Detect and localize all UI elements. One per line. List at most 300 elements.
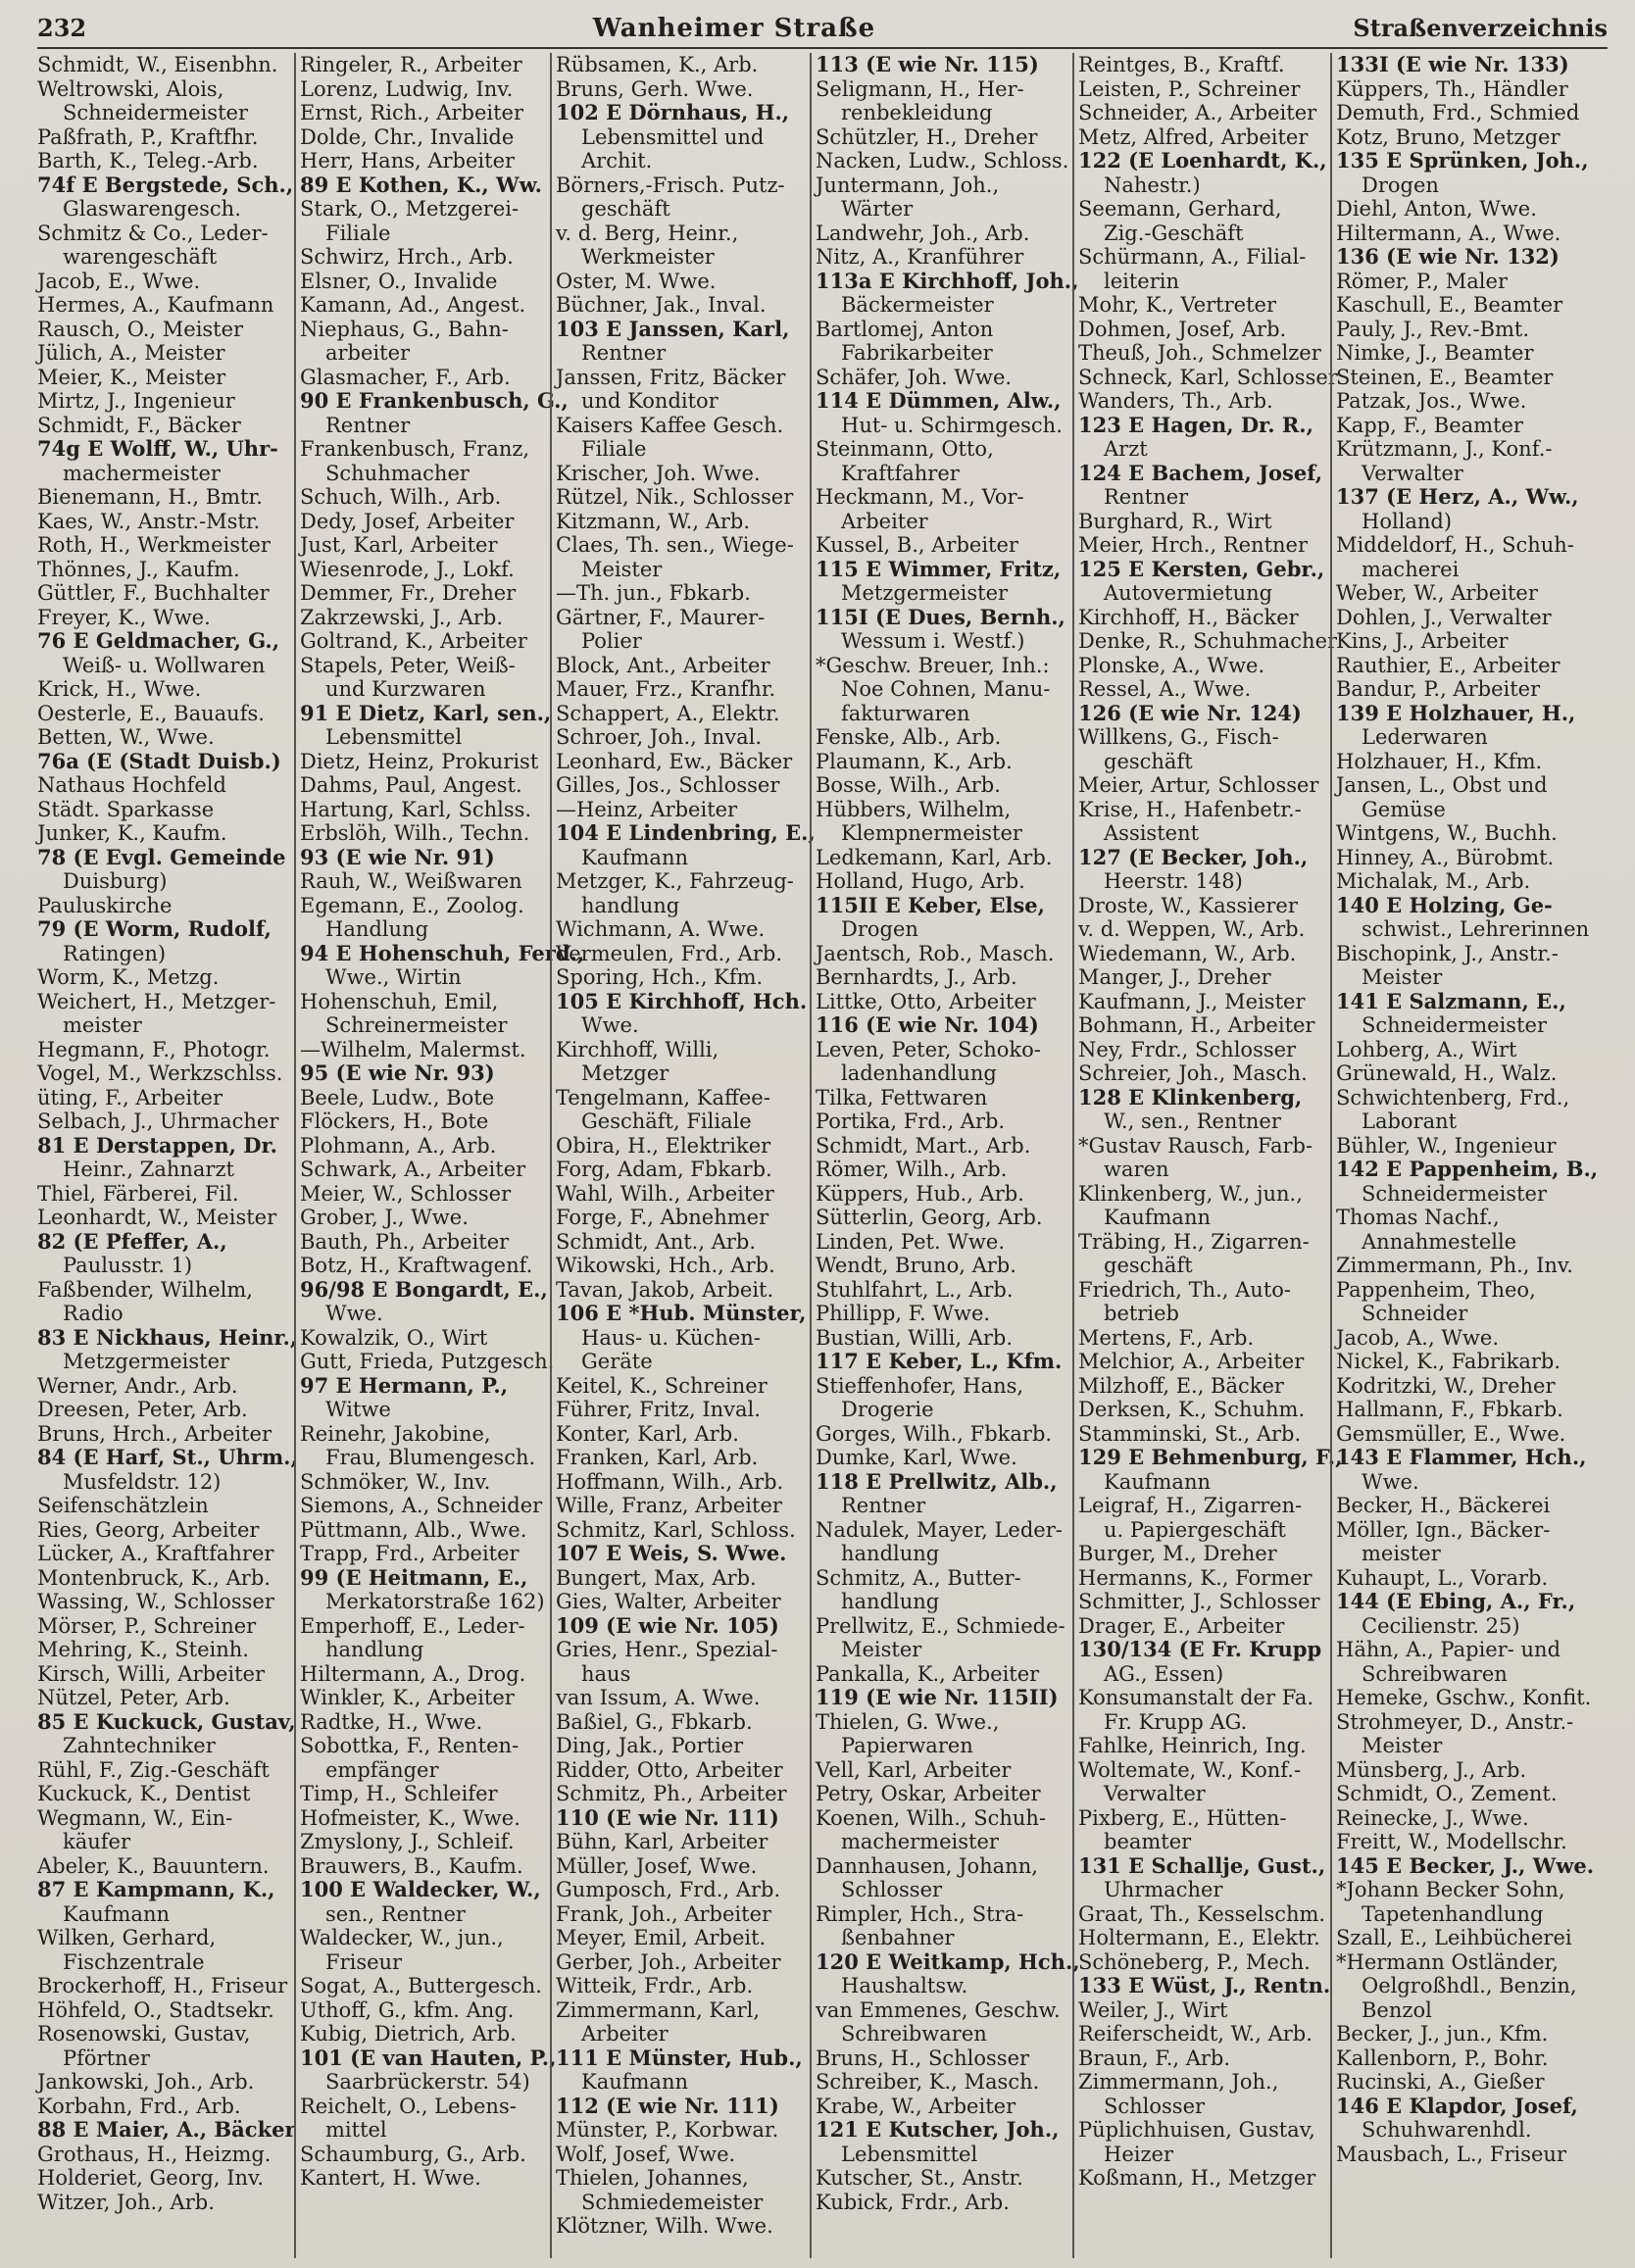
directory-entry: Lebensmittel xyxy=(325,725,463,749)
directory-entry: Seemann, Gerhard, xyxy=(1078,197,1282,221)
column-6 xyxy=(1330,53,1608,2258)
directory-entry: arbeiter xyxy=(325,341,411,365)
directory-entry: Littke, Otto, Arbeiter xyxy=(816,989,1036,1013)
directory-entry: Kaufmann, J., Meister xyxy=(1078,989,1306,1013)
directory-entry: Krischer, Joh. Wwe. xyxy=(556,461,761,485)
directory-entry: Thomas Nachf., xyxy=(1336,1206,1500,1229)
directory-entry: Witwe xyxy=(325,1398,391,1421)
directory-entry: *Geschw. Breuer, Inh.: xyxy=(816,653,1050,677)
directory-entry: Frau, Blumengesch. xyxy=(325,1446,536,1469)
directory-entry: waren xyxy=(1104,1158,1169,1181)
directory-entry: 146 E Klapdor, Josef, xyxy=(1336,2093,1578,2118)
directory-entry: Münsberg, J., Arb. xyxy=(1336,1757,1527,1782)
directory-entry: Püttmann, Alb., Wwe. xyxy=(300,1517,527,1542)
directory-entry: Rimpler, Hch., Stra- xyxy=(816,1901,1024,1926)
directory-entry: Schmitz & Co., Leder- xyxy=(37,221,269,245)
directory-entry: 83 E Nickhaus, Heinr., xyxy=(37,1324,298,1350)
directory-entry: Burghard, R., Wirt xyxy=(1078,509,1272,533)
directory-entry: Rentner xyxy=(841,1494,926,1517)
directory-entry: meister xyxy=(1362,1542,1441,1565)
directory-entry: Leven, Peter, Schoko- xyxy=(816,1037,1041,1061)
directory-entry: 133 E Wüst, J., Rentn. xyxy=(1078,1973,1331,1997)
directory-entry: Hübbers, Wilhelm, xyxy=(816,797,1012,821)
directory-entry: Ridder, Otto, Arbeiter xyxy=(556,1757,783,1782)
directory-entry: handlung xyxy=(581,893,680,917)
directory-entry: AG., Essen) xyxy=(1104,1661,1224,1686)
directory-entry: Korbahn, Frd., Arb. xyxy=(37,2094,241,2118)
directory-entry: Oelgroßhdl., Benzin, xyxy=(1362,1974,1577,1997)
directory-entry: 112 (E wie Nr. 111) xyxy=(556,2093,779,2118)
directory-entry: Tengelmann, Kaffee- xyxy=(556,1085,770,1109)
directory-entry: Kirchhoff, H., Bäcker xyxy=(1078,605,1299,629)
directory-entry: 126 (E wie Nr. 124) xyxy=(1078,700,1302,725)
directory-entry: Geschäft, Filiale xyxy=(581,1109,752,1133)
directory-entry: Tilka, Fettwaren xyxy=(816,1085,988,1109)
directory-entry: beamter xyxy=(1104,1830,1192,1853)
directory-entry: 93 (E wie Nr. 91) xyxy=(300,844,495,869)
directory-entry: Hiltermann, A., Drog. xyxy=(300,1661,526,1686)
directory-entry: Archit. xyxy=(581,149,653,173)
column-2 xyxy=(294,53,585,2258)
directory-entry: Saarbrückerstr. 54) xyxy=(325,2070,530,2094)
directory-entry: Schuhwarenhdl. xyxy=(1362,2118,1532,2142)
directory-entry: Pauluskirche xyxy=(37,893,173,917)
directory-entry: Hiltermann, A., Wwe. xyxy=(1336,221,1561,245)
directory-entry: Klötzner, Wilh. Wwe. xyxy=(556,2214,773,2238)
directory-entry: Wwe., Wirtin xyxy=(325,965,462,989)
directory-entry: 140 E Holzing, Ge- xyxy=(1336,892,1553,917)
directory-entry: 137 (E Herz, A., Ww., xyxy=(1336,484,1579,509)
directory-entry: 115I (E Dues, Bernh., xyxy=(816,604,1065,629)
directory-entry: Krabe, W., Arbeiter xyxy=(816,2094,1016,2118)
directory-entry: Demmer, Fr., Dreher xyxy=(300,581,517,605)
directory-entry: Kotz, Bruno, Metzger xyxy=(1336,124,1561,149)
directory-entry: Schneider, A., Arbeiter xyxy=(1078,101,1317,124)
directory-entry: Bühn, Karl, Arbeiter xyxy=(556,1830,768,1853)
directory-entry: machermeister xyxy=(63,461,221,485)
directory-entry: Wiedemann, W., Arb. xyxy=(1078,941,1297,965)
directory-entry: v. d. Weppen, W., Arb. xyxy=(1078,917,1306,941)
directory-entry: Verwalter xyxy=(1104,1782,1206,1805)
directory-entry: Arzt xyxy=(1104,437,1148,461)
directory-entry: Linden, Pet. Wwe. xyxy=(816,1229,1005,1254)
directory-entry: Phillipp, F. Wwe. xyxy=(816,1302,991,1325)
directory-entry: Leisten, P., Schreiner xyxy=(1078,76,1301,101)
directory-entry: meister xyxy=(63,1013,142,1037)
directory-entry: Holland) xyxy=(1362,509,1453,533)
directory-entry: Jankowski, Joh., Arb. xyxy=(37,2070,255,2094)
directory-entry: u. Papiergeschäft xyxy=(1104,1517,1286,1542)
directory-entry: Meister xyxy=(1362,965,1443,989)
directory-entry: Autovermietung xyxy=(1104,581,1273,605)
directory-entry: Mausbach, L., Friseur xyxy=(1336,2142,1566,2166)
directory-entry: Bischopink, J., Anstr.- xyxy=(1336,941,1559,965)
directory-entry: Wille, Franz, Arbeiter xyxy=(556,1494,782,1517)
directory-entry: Droste, W., Kassierer xyxy=(1078,893,1298,917)
directory-entry: und Kurzwaren xyxy=(325,677,486,701)
directory-entry: Ressel, A., Wwe. xyxy=(1078,677,1252,701)
directory-entry: Rübsamen, K., Arb. xyxy=(556,53,759,76)
directory-entry: Jacob, A., Wwe. xyxy=(1336,1325,1499,1350)
directory-entry: Ringeler, R., Arbeiter xyxy=(300,53,522,76)
directory-entry: Römer, P., Maler xyxy=(1336,269,1508,293)
directory-entry: Gerber, Joh., Arbeiter xyxy=(556,1949,781,1974)
directory-entry: Herr, Hans, Arbeiter xyxy=(300,149,516,173)
directory-entry: Lücker, A., Kraftfahrer xyxy=(37,1542,274,1565)
directory-entry: Nitz, A., Kranführer xyxy=(816,245,1024,269)
directory-entry: Dietz, Heinz, Prokurist xyxy=(300,749,539,773)
directory-entry: Weichert, H., Metzger- xyxy=(37,989,276,1013)
directory-entry: Becker, H., Bäckerei xyxy=(1336,1494,1551,1517)
directory-entry: Müller, Josef, Wwe. xyxy=(556,1853,758,1878)
directory-entry: Kaufmann xyxy=(63,1901,170,1926)
directory-entry: käufer xyxy=(63,1830,131,1853)
directory-entry: Seifenschätzlein xyxy=(37,1494,209,1517)
directory-entry: Jaentsch, Rob., Masch. xyxy=(816,941,1055,965)
directory-entry: Demuth, Frd., Schmied xyxy=(1336,101,1580,124)
directory-entry: Burger, M., Dreher xyxy=(1078,1542,1277,1565)
directory-entry: Schneidermeister xyxy=(1362,1181,1547,1206)
directory-entry: Junker, K., Kaufm. xyxy=(37,821,227,845)
directory-entry: Nickel, K., Fabrikarb. xyxy=(1336,1350,1561,1373)
directory-entry: Laborant xyxy=(1362,1109,1458,1133)
directory-entry: Vogel, M., Werkzschlss. xyxy=(37,1061,283,1085)
directory-entry: 76a (E (Stadt Duisb.) xyxy=(37,748,281,773)
directory-entry: 113 (E wie Nr. 115) xyxy=(816,52,1039,76)
directory-entry: 118 E Prellwitz, Alb., xyxy=(816,1468,1058,1494)
directory-entry: Hoffmann, Wilh., Arb. xyxy=(556,1469,784,1494)
directory-entry: 74f E Bergstede, Sch., xyxy=(37,172,294,197)
directory-entry: 107 E Weis, S. Wwe. xyxy=(556,1541,787,1565)
directory-entry: Schwirz, Hrch., Arb. xyxy=(300,245,514,269)
directory-entry: Bienemann, H., Bmtr. xyxy=(37,485,263,509)
directory-entry: Fabrikarbeiter xyxy=(841,341,993,365)
directory-entry: Meier, W., Schlosser xyxy=(300,1181,512,1206)
directory-entry: Bandur, P., Arbeiter xyxy=(1336,677,1541,701)
directory-entry: Konter, Karl, Arb. xyxy=(556,1421,739,1446)
directory-entry: Werkmeister xyxy=(581,245,715,269)
directory-entry: Reiferscheidt, W., Arb. xyxy=(1078,2022,1313,2046)
directory-entry: Bauth, Ph., Arbeiter xyxy=(300,1229,510,1254)
directory-entry: 87 E Kampmann, K., xyxy=(37,1877,275,1901)
directory-entry: Denke, R., Schuhmacher xyxy=(1078,629,1338,653)
directory-entry: Wessum i. Westf.) xyxy=(841,629,1025,653)
directory-entry: 84 (E Harf, St., Uhrm., xyxy=(37,1445,298,1469)
directory-entry: Just, Karl, Arbeiter xyxy=(300,533,498,557)
directory-entry: Gumposch, Frd., Arb. xyxy=(556,1878,781,1901)
directory-entry: Uhrmacher xyxy=(1104,1878,1223,1901)
directory-entry: Ding, Jak., Portier xyxy=(556,1734,744,1757)
directory-entry: Metzgermeister xyxy=(841,581,1009,605)
directory-entry: Milzhoff, E., Bäcker xyxy=(1078,1373,1284,1398)
directory-entry: Zakrzewski, J., Arb. xyxy=(300,605,504,629)
directory-entry: Schmitter, J., Schlosser xyxy=(1078,1590,1320,1613)
directory-entry: Schuhmacher xyxy=(325,461,470,485)
directory-entry: 136 (E wie Nr. 132) xyxy=(1336,244,1560,269)
directory-entry: 95 (E wie Nr. 93) xyxy=(300,1060,495,1085)
directory-entry: Kirsch, Willi, Arbeiter xyxy=(37,1661,265,1686)
directory-entry: *Gustav Rausch, Farb- xyxy=(1078,1133,1313,1158)
directory-entry: Kaufmann xyxy=(581,2070,688,2094)
directory-entry: Bruns, Gerh. Wwe. xyxy=(556,76,754,101)
directory-entry: macherei xyxy=(1362,557,1460,581)
directory-entry: Kubick, Frdr., Arb. xyxy=(816,2190,1010,2214)
directory-entry: Bungert, Max, Arb. xyxy=(556,1565,757,1590)
directory-entry: Nahestr.) xyxy=(1104,173,1201,197)
directory-entry: Rentner xyxy=(325,413,411,437)
directory-entry: Diehl, Anton, Wwe. xyxy=(1336,197,1537,221)
directory-entry: 109 (E wie Nr. 105) xyxy=(556,1612,779,1638)
directory-entry: Mehring, K., Steinh. xyxy=(37,1638,249,1661)
directory-entry: 74g E Wolff, W., Uhr- xyxy=(37,436,278,461)
directory-entry: Ernst, Rich., Arbeiter xyxy=(300,101,523,124)
directory-entry: fakturwaren xyxy=(841,701,970,725)
directory-entry: Sporing, Hch., Kfm. xyxy=(556,965,764,989)
directory-entry: Petry, Oskar, Arbeiter xyxy=(816,1782,1041,1805)
directory-entry: Grober, J., Wwe. xyxy=(300,1206,469,1229)
directory-entry: Wegmann, W., Ein- xyxy=(37,1805,233,1830)
directory-entry: —Heinz, Arbeiter xyxy=(556,797,738,821)
directory-entry: Dreesen, Peter, Arb. xyxy=(37,1398,248,1421)
directory-entry: Mirtz, J., Ingenieur xyxy=(37,389,235,413)
directory-entry: Kutscher, St., Anstr. xyxy=(816,2166,1023,2190)
directory-entry: Gemsmüller, E., Wwe. xyxy=(1336,1421,1566,1446)
directory-entry: Kirchhoff, Willi, xyxy=(556,1037,719,1061)
directory-entry: 139 E Holzhauer, H., xyxy=(1336,700,1576,725)
directory-entry: 94 E Hohenschuh, Ferd., xyxy=(300,940,585,965)
directory-entry: —Wilhelm, Malermst. xyxy=(300,1037,526,1061)
directory-entry: Kowalzik, O., Wirt xyxy=(300,1325,488,1350)
directory-entry: 114 E Dümmen, Alw., xyxy=(816,388,1062,413)
directory-entry: Forg, Adam, Fbkarb. xyxy=(556,1158,772,1181)
directory-entry: Schürmann, A., Filial- xyxy=(1078,245,1307,269)
directory-entry: Roth, H., Werkmeister xyxy=(37,533,271,557)
directory-entry: Erbslöh, Wilh., Techn. xyxy=(300,821,530,845)
directory-entry: Schlosser xyxy=(841,1878,943,1901)
directory-entry: Claes, Th. sen., Wiege- xyxy=(556,533,794,557)
directory-entry: Nacken, Ludw., Schloss. xyxy=(816,149,1069,173)
directory-entry: Krützmann, J., Konf.- xyxy=(1336,437,1553,461)
directory-entry: 105 E Kirchhoff, Hch. xyxy=(556,988,808,1013)
directory-entry: Benzol xyxy=(1362,1997,1432,2022)
directory-entry: Patzak, Jos., Wwe. xyxy=(1336,389,1527,413)
directory-entry: Glasmacher, F., Arb. xyxy=(300,365,511,389)
directory-entry: leiterin xyxy=(1104,269,1180,293)
directory-entry: Schneider xyxy=(1362,1302,1468,1325)
directory-entry: Wahl, Wilh., Arbeiter xyxy=(556,1181,774,1206)
directory-entry: 120 E Weitkamp, Hch., xyxy=(816,1948,1080,1974)
directory-entry: Bartlomej, Anton xyxy=(816,317,994,341)
directory-entry: Schneidermeister xyxy=(1362,1013,1547,1037)
directory-entry: Schmöker, W., Inv. xyxy=(300,1469,491,1494)
directory-entry: Bäckermeister xyxy=(841,293,994,317)
directory-entry: 99 (E Heitmann, E., xyxy=(300,1564,528,1590)
directory-entry: Cecilienstr. 25) xyxy=(1362,1613,1520,1638)
directory-entry: Zmyslony, J., Schleif. xyxy=(300,1830,515,1853)
column-4 xyxy=(810,52,1080,2258)
directory-entry: Kaufmann xyxy=(581,845,688,869)
directory-entry: Pappenheim, Theo, xyxy=(1336,1277,1536,1302)
directory-entry: Kuhaupt, L., Vorarb. xyxy=(1336,1565,1549,1590)
directory-entry: haus xyxy=(581,1661,631,1686)
directory-entry: *Hermann Ostländer, xyxy=(1336,1949,1559,1974)
directory-entry: Worm, K., Metzg. xyxy=(37,965,220,989)
directory-entry: Bühler, W., Ingenieur xyxy=(1336,1133,1557,1158)
directory-entry: Noe Cohnen, Manu- xyxy=(841,677,1051,701)
directory-entry: Botz, H., Kraftwagenf. xyxy=(300,1254,533,1277)
column-3 xyxy=(550,53,816,2258)
directory-entry: Meister xyxy=(581,557,663,581)
directory-entry: Bustian, Willi, Arb. xyxy=(816,1325,1014,1350)
directory-entry: Bruns, H., Schlosser xyxy=(816,2046,1030,2070)
directory-entry: Kitzmann, W., Arb. xyxy=(556,509,751,533)
directory-entry: Hofmeister, K., Wwe. xyxy=(300,1805,520,1830)
directory-entry: Keitel, K., Schreiner xyxy=(556,1373,768,1398)
directory-entry: Radio xyxy=(63,1302,124,1325)
directory-entry: Haus- u. Küchen- xyxy=(581,1325,761,1350)
directory-entry: Wilken, Gerhard, xyxy=(37,1926,217,1949)
directory-entry: Holzhauer, H., Kfm. xyxy=(1336,749,1543,773)
directory-entry: Sobottka, F., Renten- xyxy=(300,1734,520,1757)
directory-entry: Schmidt, W., Eisenbhn. xyxy=(37,53,278,76)
directory-entry: Gorges, Wilh., Fbkarb. xyxy=(816,1421,1053,1446)
directory-entry: Kraftfahrer xyxy=(841,461,960,485)
directory-entry: 119 (E wie Nr. 115II) xyxy=(816,1685,1059,1709)
directory-entry: Bohmann, H., Arbeiter xyxy=(1078,1013,1315,1037)
directory-entry: Plaumann, K., Arb. xyxy=(816,749,1013,773)
directory-entry: schwist., Lehrerinnen xyxy=(1362,917,1590,941)
directory-entry: Börners,-Frisch. Putz- xyxy=(556,173,785,197)
directory-entry: renbekleidung xyxy=(841,101,993,124)
directory-entry: Dolde, Chr., Invalide xyxy=(300,124,515,149)
directory-entry: 115 E Wimmer, Fritz, xyxy=(816,556,1062,581)
directory-entry: Paßfrath, P., Kraftfhr. xyxy=(37,124,259,149)
directory-entry: Metz, Alfred, Arbeiter xyxy=(1078,124,1309,149)
page-number: 232 xyxy=(37,14,87,42)
directory-entry: Kaschull, E., Beamter xyxy=(1336,293,1563,317)
directory-entry: Gries, Henr., Spezial- xyxy=(556,1638,778,1661)
directory-entry: 125 E Kersten, Gebr., xyxy=(1078,556,1325,581)
directory-entry: 82 (E Pfeffer, A., xyxy=(37,1228,227,1254)
directory-entry: Wanders, Th., Arb. xyxy=(1078,389,1273,413)
directory-entry: Rosenowski, Gustav, xyxy=(37,2022,251,2046)
directory-entry: 78 (E Evgl. Gemeinde xyxy=(37,844,286,869)
directory-entry: 81 E Derstappen, Dr. xyxy=(37,1132,277,1158)
directory-entry: Schreinermeister xyxy=(325,1013,508,1037)
directory-entry: Schwichtenberg, Frd., xyxy=(1336,1085,1570,1109)
directory-entry: Friedrich, Th., Auto- xyxy=(1078,1277,1292,1302)
directory-entry: Wärter xyxy=(841,197,914,221)
directory-entry: Schmitz, Ph., Arbeiter xyxy=(556,1782,787,1805)
directory-entry: van Issum, A. Wwe. xyxy=(556,1686,761,1709)
directory-entry: 128 E Klinkenberg, xyxy=(1078,1084,1303,1109)
directory-entry: Hermes, A., Kaufmann xyxy=(37,293,274,317)
directory-entry: Gilles, Jos., Schlosser xyxy=(556,773,780,797)
directory-entry: Middeldorf, H., Schuh- xyxy=(1336,533,1574,557)
directory-entry: Kapp, F., Beamter xyxy=(1336,413,1523,437)
directory-entry: Weltrowski, Alois, xyxy=(37,76,224,101)
directory-entry: Pauly, J., Rev.-Bmt. xyxy=(1336,317,1530,341)
directory-entry: Annahmestelle xyxy=(1362,1229,1517,1254)
page-header xyxy=(37,14,1608,49)
directory-entry: Nathaus Hochfeld xyxy=(37,773,226,797)
directory-entry: Kodritzki, W., Dreher xyxy=(1336,1373,1556,1398)
directory-entry: Ney, Frdr., Schlosser xyxy=(1078,1037,1297,1061)
directory-entry: Dumke, Karl, Wwe. xyxy=(816,1446,1017,1469)
directory-entry: Paulusstr. 1) xyxy=(63,1254,193,1277)
directory-entry: Portika, Frd., Arb. xyxy=(816,1109,1006,1133)
directory-entry: Lohberg, A., Wirt xyxy=(1336,1037,1517,1061)
directory-entry: Drogerie xyxy=(841,1398,934,1421)
directory-entry: Uthoff, G., kfm. Ang. xyxy=(300,1997,515,2022)
directory-entry: Papierwaren xyxy=(841,1734,973,1757)
directory-entry: Barth, K., Teleg.-Arb. xyxy=(37,149,259,173)
directory-entry: mittel xyxy=(325,2118,387,2142)
directory-entry: Stuhlfahrt, L., Arb. xyxy=(816,1277,1014,1302)
directory-entry: Kamann, Ad., Angest. xyxy=(300,293,526,317)
directory-entry: 135 E Sprünken, Joh., xyxy=(1336,148,1589,173)
directory-entry: 76 E Geldmacher, G., xyxy=(37,628,280,653)
directory-entry: Prellwitz, E., Schmiede- xyxy=(816,1613,1065,1638)
directory-entry: Weiler, J., Wirt xyxy=(1078,1997,1228,2022)
directory-entry: üting, F., Arbeiter xyxy=(37,1085,223,1109)
directory-entry: 89 E Kothen, K., Ww. xyxy=(300,172,542,197)
directory-entry: Büchner, Jak., Inval. xyxy=(556,293,767,317)
directory-entry: 116 (E wie Nr. 104) xyxy=(816,1012,1039,1037)
directory-entry: Schmidt, F., Bäcker xyxy=(37,413,241,437)
directory-entry: Stieffenhofer, Hans, xyxy=(816,1373,1024,1398)
directory-entry: Schöneberg, P., Mech. xyxy=(1078,1949,1311,1974)
directory-entry: Thiel, Färberei, Fil. xyxy=(37,1181,239,1206)
directory-entry: warengeschäft xyxy=(63,245,218,269)
directory-entry: Sogat, A., Buttergesch. xyxy=(300,1974,542,1997)
directory-entry: Höhfeld, O., Stadtsekr. xyxy=(37,1997,274,2022)
directory-entry: Heinr., Zahnarzt xyxy=(63,1158,234,1181)
directory-entry: Ries, Georg, Arbeiter xyxy=(37,1517,260,1542)
directory-entry: Schreibwaren xyxy=(841,2022,987,2046)
directory-entry: Dohmen, Josef, Arb. xyxy=(1078,317,1287,341)
directory-entry: Glaswarengesch. xyxy=(63,197,241,221)
directory-entry: Gemüse xyxy=(1362,797,1446,821)
directory-entry: Schmidt, Mart., Arb. xyxy=(816,1133,1031,1158)
directory-entry: Meyer, Emil, Arbeit. xyxy=(556,1926,767,1949)
directory-entry: Reintges, B., Kraftf. xyxy=(1078,53,1285,76)
directory-entry: Güttler, F., Buchhalter xyxy=(37,581,270,605)
directory-entry: Melchior, A., Arbeiter xyxy=(1078,1350,1305,1373)
directory-entry: Zig.-Geschäft xyxy=(1104,221,1244,245)
directory-entry: Michalak, M., Arb. xyxy=(1336,869,1531,893)
directory-entry: Bruns, Hrch., Arbeiter xyxy=(37,1421,272,1446)
directory-entry: 102 E Dörnhaus, H., xyxy=(556,100,790,124)
directory-entry: Gärtner, F., Maurer- xyxy=(556,605,766,629)
directory-entry: Ratingen) xyxy=(63,941,167,965)
directory-entry: Schmitz, A., Butter- xyxy=(816,1565,1021,1590)
directory-entry: Lebensmittel xyxy=(841,2142,978,2166)
directory-entry: Gies, Walter, Arbeiter xyxy=(556,1590,781,1613)
directory-entry: Mauer, Frz., Kranfhr. xyxy=(556,677,776,701)
directory-entry: Rühl, F., Zig.-Geschäft xyxy=(37,1757,270,1782)
directory-entry: Elsner, O., Invalide xyxy=(300,269,498,293)
directory-entry: Filiale xyxy=(325,221,391,245)
directory-entry: Bernhardts, J., Arb. xyxy=(816,965,1017,989)
directory-entry: Schneidermeister xyxy=(63,101,248,124)
directory-entry: 143 E Flammer, Hch., xyxy=(1336,1445,1587,1469)
directory-entry: Wintgens, W., Buchh. xyxy=(1336,821,1558,845)
directory-entry: Mohr, K., Vertreter xyxy=(1078,293,1276,317)
directory-entry: Lorenz, Ludwig, Inv. xyxy=(300,76,514,101)
directory-entry: Meier, Artur, Schlosser xyxy=(1078,773,1319,797)
directory-entry: Hegmann, F., Photogr. xyxy=(37,1037,271,1061)
